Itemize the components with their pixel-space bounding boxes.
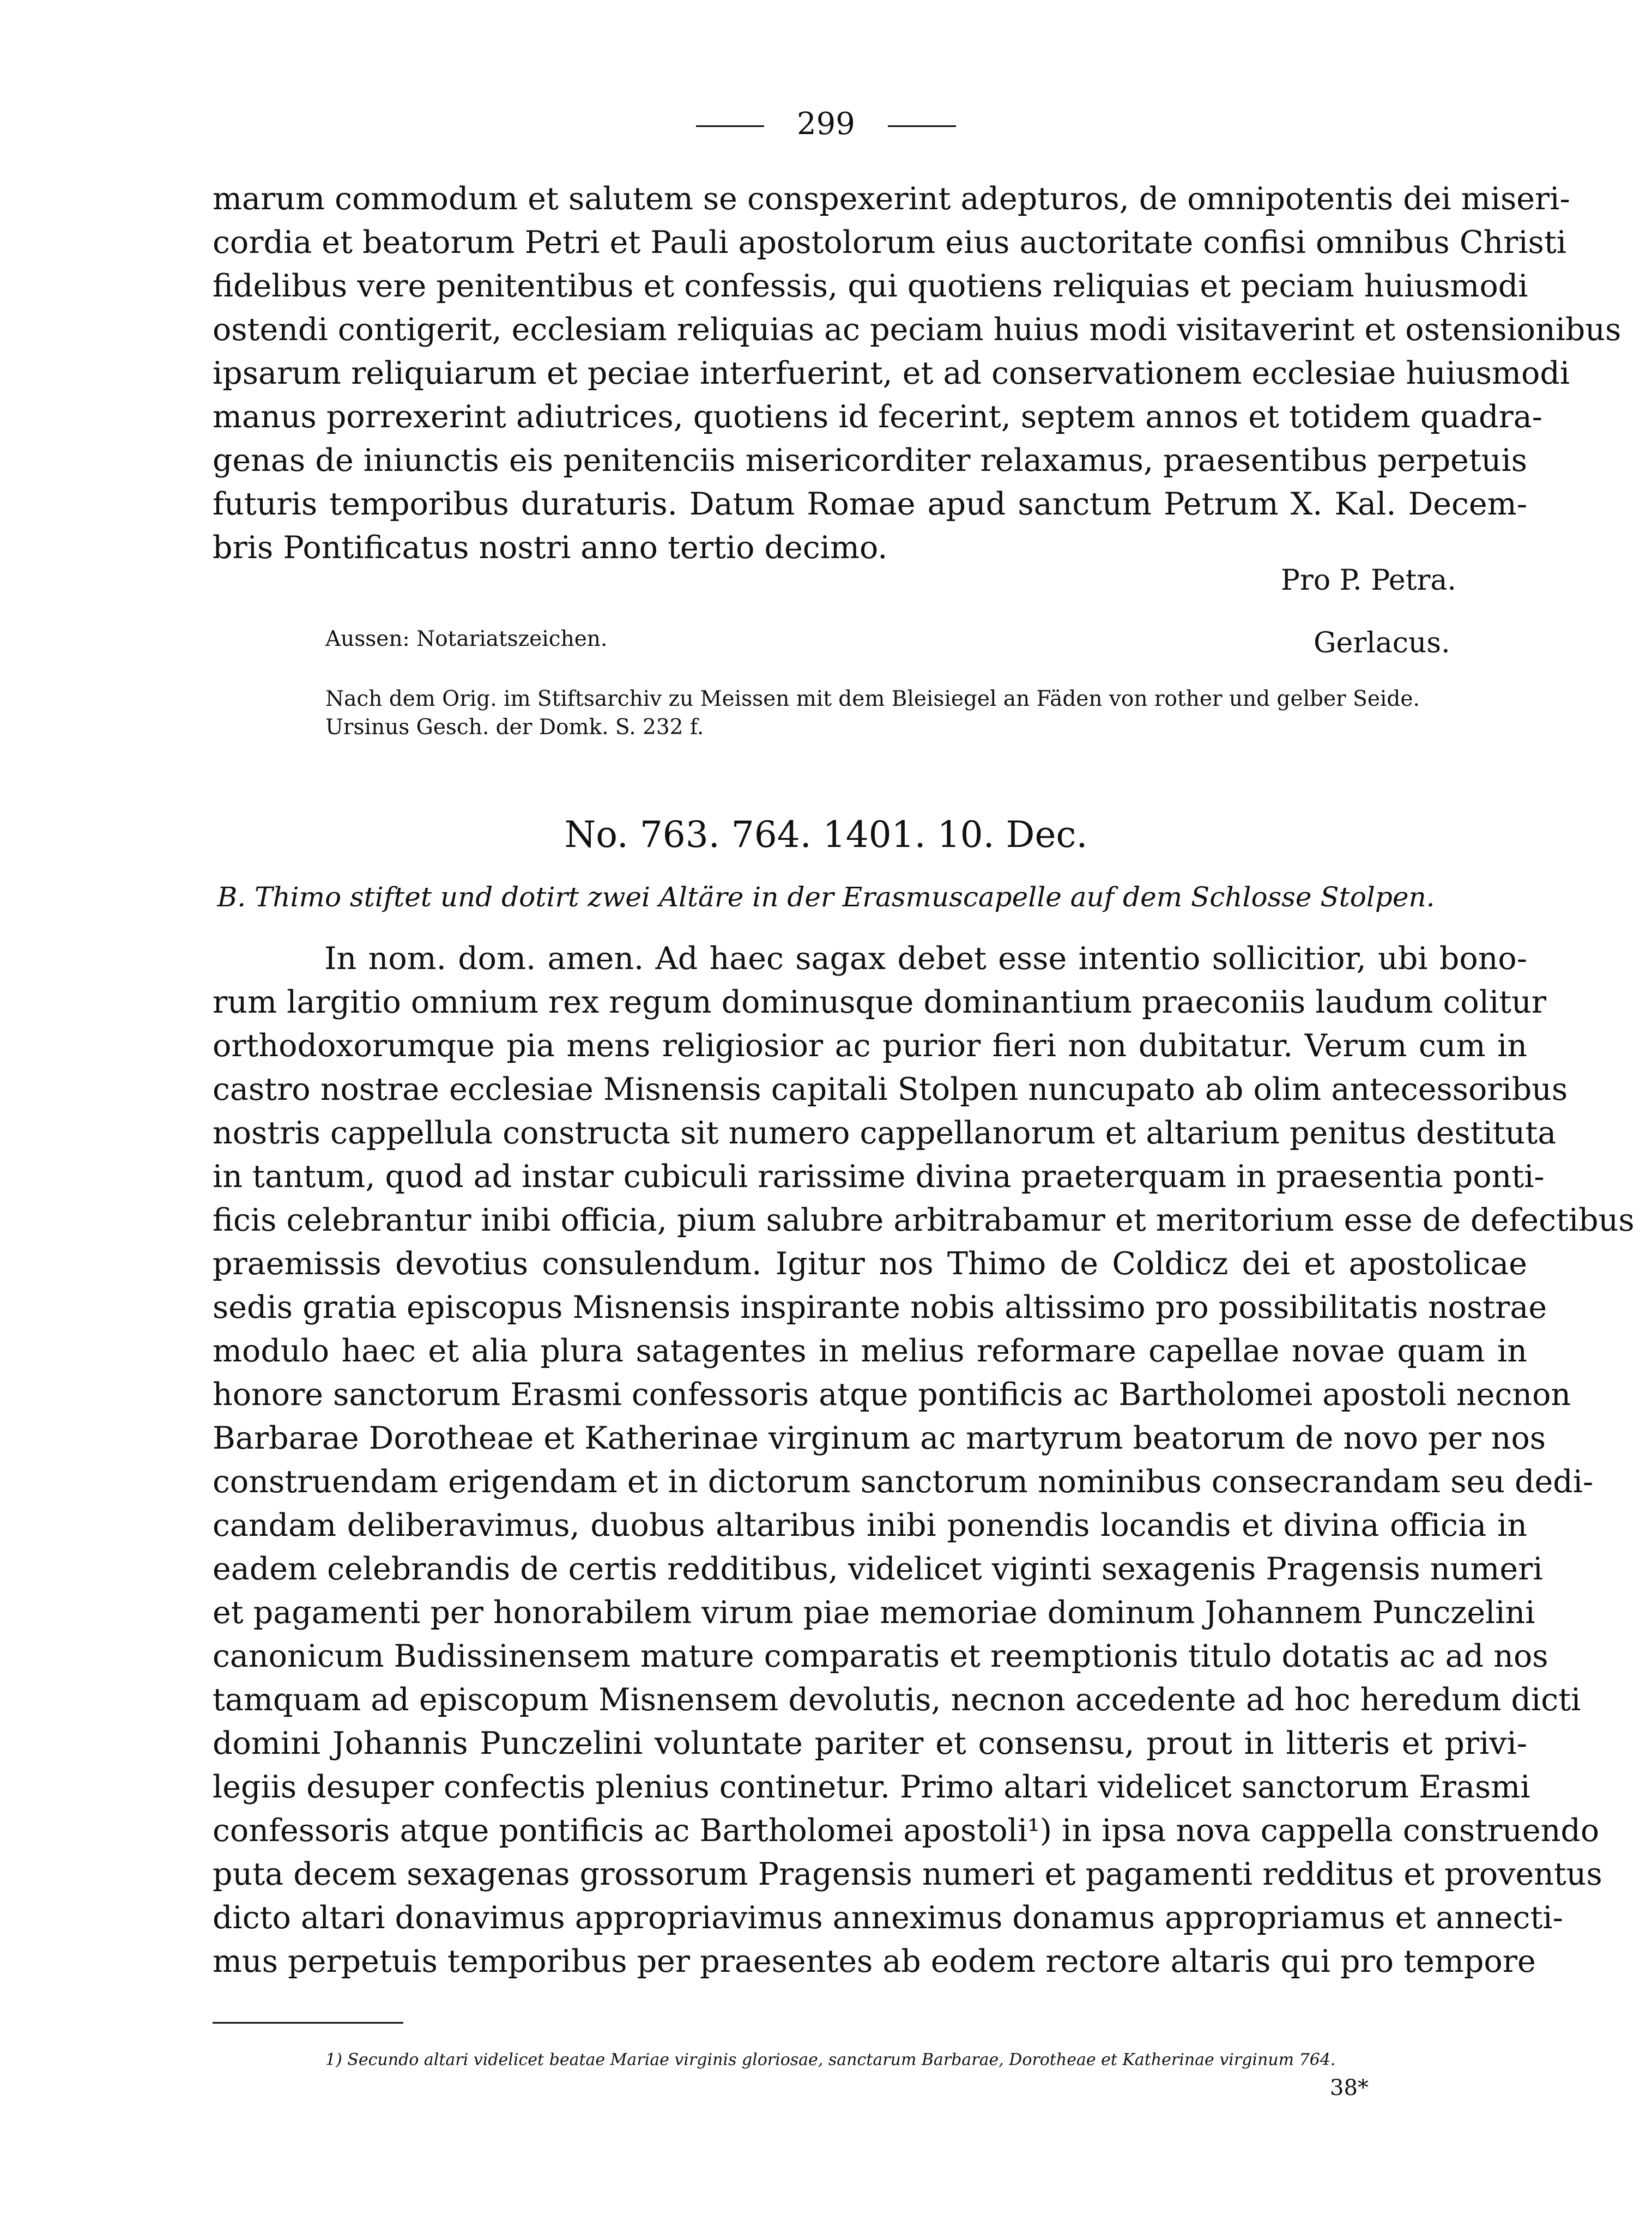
header-dash-right: [888, 125, 956, 127]
source-note: [325, 685, 1420, 742]
text-line: confessoris atque pontificis ac Bartholomei apostoli¹) in ipsa nova cappella construendo: [213, 1813, 1600, 1849]
text-line: bris Pontificatus nostri anno tertio decimo.: [213, 530, 888, 566]
exterior-note: Aussen: Notariatszeichen.: [325, 627, 608, 651]
text-line: orthodoxorumque pia mens religiosior ac purior fieri non dubitatur. Verum cum in: [213, 1028, 1527, 1064]
text-line: castro nostrae ecclesiae Misnensis capitali Stolpen nuncupato ab olim antecessoribus: [213, 1071, 1568, 1107]
footnote-rule: [213, 2022, 403, 2024]
text-line: futuris temporibus duraturis. Datum Romae apud sanctum Petrum X. Kal. Decem-: [213, 486, 1527, 522]
text-line: In nom. dom. amen. Ad haec sagax debet esse intentio sollicitior, ubi bono-: [324, 941, 1527, 977]
source-line: Nach dem Orig. im Stiftsarchiv zu Meissen mit dem Bleisiegel an Fäden von rother und gelber Seide.: [325, 687, 1420, 711]
text-line: canonicum Budissinensem mature comparatis et reemptionis titulo dotatis ac ad nos: [213, 1638, 1548, 1674]
text-line: domini Johannis Punczelini voluntate pariter et consensu, prout in litteris et privi-: [213, 1725, 1527, 1761]
document-text: [213, 937, 1635, 1983]
document-title: No. 763. 764. 1401. 10. Dec.: [564, 814, 1088, 856]
text-line: cordia et beatorum Petri et Pauli apostolorum eius auctoritate confisi omnibus Christi: [213, 225, 1567, 261]
sheet-mark: 38*: [1330, 2075, 1369, 2100]
source-line: Ursinus Gesch. der Domk. S. 232 f.: [325, 715, 704, 740]
text-line: sedis gratia episcopus Misnensis inspirante nobis altissimo pro possibilitatis nostrae: [213, 1289, 1547, 1325]
text-line: ficis celebrantur inibi officia, pium salubre arbitrabamur et meritorium esse de defectibus: [213, 1202, 1635, 1238]
continuation-text: [213, 177, 1621, 570]
signatory-petra: Pro P. Petra.: [1281, 564, 1456, 597]
text-line: construendam erigendam et in dictorum sanctorum nominibus consecrandam seu dedi-: [213, 1464, 1594, 1500]
text-line: eadem celebrandis de certis redditibus, videlicet viginti sexagenis Pragensis numeri: [213, 1551, 1543, 1587]
text-line: praemissis devotius consulendum. Igitur nos Thimo de Coldicz dei et apostolicae: [213, 1246, 1527, 1282]
text-line: marum commodum et salutem se conspexerint adepturos, de omnipotentis dei miseri-: [213, 181, 1570, 217]
text-line: puta decem sexagenas grossorum Pragensis numeri et pagamenti redditus et proventus: [213, 1856, 1602, 1892]
text-line: ostendi contigerit, ecclesiam reliquias ac peciam huius modi visitaverint et ostensionibus: [213, 312, 1621, 348]
text-line: honore sanctorum Erasmi confessoris atque pontificis ac Bartholomei apostoli necnon: [213, 1377, 1571, 1413]
signatory-gerlacus: Gerlacus.: [1314, 627, 1450, 659]
text-line: modulo haec et alia plura satagentes in melius reformare capellae novae quam in: [213, 1333, 1527, 1369]
text-line: Barbarae Dorotheae et Katherinae virginum ac martyrum beatorum de novo per nos: [213, 1420, 1546, 1456]
text-line: nostris cappellula constructa sit numero cappellanorum et altarium penitus destituta: [213, 1115, 1557, 1151]
text-line: rum largitio omnium rex regum dominusque dominantium praeconiis laudum colitur: [213, 984, 1547, 1020]
text-line: manus porrexerint adiutrices, quotiens id fecerint, septem annos et totidem quadra-: [213, 399, 1543, 435]
text-line: genas de iniunctis eis penitenciis misericorditer relaxamus, praesentibus perpetuis: [213, 443, 1527, 479]
footnote: 1) Secundo altari videlicet beatae Mariae virginis gloriosae, sanctarum Barbarae, Dorotheae et Katherinae virginum 764.: [325, 2050, 1336, 2069]
text-line: candam deliberavimus, duobus altaribus inibi ponendis locandis et divina officia in: [213, 1507, 1527, 1543]
page-header: [0, 106, 1652, 142]
text-line: et pagamenti per honorabilem virum piae memoriae dominum Johannem Punczelini: [213, 1595, 1535, 1631]
text-line: fidelibus vere penitentibus et confessis, qui quotiens reliquias et peciam huiusmodi: [213, 268, 1528, 304]
header-dash-left: [696, 125, 764, 127]
text-line: dicto altari donavimus appropriavimus anneximus donamus appropriamus et annecti-: [213, 1900, 1563, 1936]
text-line: tamquam ad episcopum Misnensem devolutis, necnon accedente ad hoc heredum dicti: [213, 1682, 1581, 1718]
text-line: ipsarum reliquiarum et peciae interfuerint, et ad conservationem ecclesiae huiusmodi: [213, 355, 1570, 391]
text-line: mus perpetuis temporibus per praesentes ab eodem rectore altaris qui pro tempore: [213, 1943, 1536, 1979]
page-number: 299: [797, 106, 855, 142]
text-line: in tantum, quod ad instar cubiculi rarissime divina praeterquam in praesentia ponti-: [213, 1159, 1545, 1195]
document-summary: B. Thimo stiftet und dotirt zwei Altäre in der Erasmuscapelle auf dem Schlosse Stolpen.: [217, 881, 1435, 913]
text-line: legiis desuper confectis plenius continetur. Primo altari videlicet sanctorum Erasmi: [213, 1769, 1530, 1805]
